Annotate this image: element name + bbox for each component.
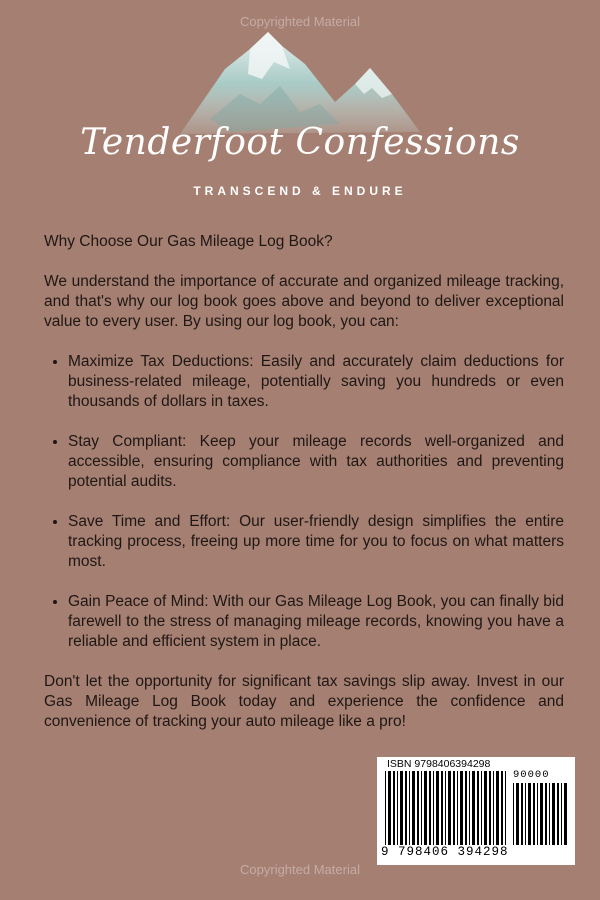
benefit-item: • Save Time and Effort: Our user-friendly design simplifies the entire tracking process, freeing up more time for you to focus on what matters most. bbox=[68, 512, 564, 572]
isbn-label: ISBN 9798406394298 bbox=[387, 758, 491, 770]
barcode-bar bbox=[469, 771, 470, 845]
barcode-bar bbox=[417, 771, 419, 845]
barcode-bar bbox=[489, 771, 491, 845]
section-heading: Why Choose Our Gas Mileage Log Book? bbox=[44, 233, 333, 250]
barcode-bar bbox=[505, 771, 506, 845]
barcode-bar bbox=[441, 771, 443, 845]
closing-paragraph: Don't let the opportunity for significant tax savings slip away. Invest in our Gas Mileage Log Book today and experience the confidence and convenience of tracking your auto mileage like a pro! bbox=[44, 673, 564, 730]
barcode-bar bbox=[445, 771, 446, 845]
description bbox=[44, 232, 564, 752]
addon-barcode-bars bbox=[513, 783, 569, 845]
benefit-item: • Gain Peace of Mind: With our Gas Mileage Log Book, you can finally bid farewell to the stress of managing mileage records, knowing you have a reliable and efficient system in place. bbox=[68, 592, 564, 652]
barcode-bar bbox=[397, 771, 398, 845]
barcode-bars bbox=[385, 771, 507, 845]
barcode-bar bbox=[433, 771, 434, 845]
barcode-bar bbox=[424, 771, 427, 845]
barcode-bar bbox=[564, 783, 567, 845]
brand-name: Tenderfoot Confessions bbox=[80, 122, 520, 163]
barcode-bar bbox=[561, 783, 562, 845]
barcode-bar bbox=[533, 783, 535, 845]
barcode-bar bbox=[481, 771, 482, 845]
barcode-bar bbox=[436, 771, 439, 845]
brand-tagline: TRANSCEND & ENDURE bbox=[193, 184, 407, 198]
barcode-bar bbox=[528, 783, 531, 845]
barcode-bar bbox=[429, 771, 431, 845]
barcode-bar bbox=[552, 783, 555, 845]
barcode-bar bbox=[537, 783, 538, 845]
barcode-bar bbox=[393, 771, 395, 845]
barcode-bar bbox=[409, 771, 410, 845]
barcode-bar bbox=[421, 771, 422, 845]
barcode-bar bbox=[513, 783, 514, 845]
barcode-bar bbox=[545, 783, 547, 845]
barcode-bar bbox=[484, 771, 487, 845]
watermark-top: Copyrighted Material bbox=[240, 14, 360, 29]
barcode-bar bbox=[460, 771, 463, 845]
benefit-list bbox=[44, 352, 564, 652]
barcode-bar bbox=[540, 783, 543, 845]
barcode-bar bbox=[496, 771, 499, 845]
barcode-bar bbox=[493, 771, 494, 845]
barcode-bar bbox=[516, 783, 519, 845]
price-code: 90000 bbox=[513, 769, 550, 781]
watermark-bottom: Copyrighted Material bbox=[240, 862, 360, 877]
barcode-bar bbox=[448, 771, 451, 845]
isbn-digits: 9 798406 394298 bbox=[381, 845, 509, 859]
barcode-bar bbox=[412, 771, 415, 845]
barcode-bar bbox=[525, 783, 526, 845]
isbn-barcode bbox=[377, 757, 575, 865]
barcode-bar bbox=[400, 771, 403, 845]
barcode-bar bbox=[501, 771, 503, 845]
barcode-bar bbox=[521, 783, 523, 845]
brand-logo bbox=[0, 24, 600, 214]
barcode-bar bbox=[388, 771, 391, 845]
barcode-bar bbox=[472, 771, 475, 845]
benefit-item: • Maximize Tax Deductions: Easily and accurately claim deductions for business-related mileage, potentially saving you hundreds or even thousands of dollars in taxes. bbox=[68, 352, 564, 412]
barcode-bar bbox=[549, 783, 550, 845]
barcode-bar bbox=[465, 771, 467, 845]
barcode-bar bbox=[457, 771, 458, 845]
barcode-bar bbox=[477, 771, 479, 845]
intro-paragraph: We understand the importance of accurate and organized mileage tracking, and that's why our log book goes above and beyond to deliver exceptional value to every user. By using our log book, you can: bbox=[44, 273, 564, 330]
barcode-bar bbox=[453, 771, 455, 845]
benefit-item: • Stay Compliant: Keep your mileage records well-organized and accessible, ensuring compliance with tax authorities and preventing potential audits. bbox=[68, 432, 564, 492]
barcode-bar bbox=[405, 771, 407, 845]
barcode-bar bbox=[557, 783, 559, 845]
barcode-bar bbox=[385, 771, 386, 845]
